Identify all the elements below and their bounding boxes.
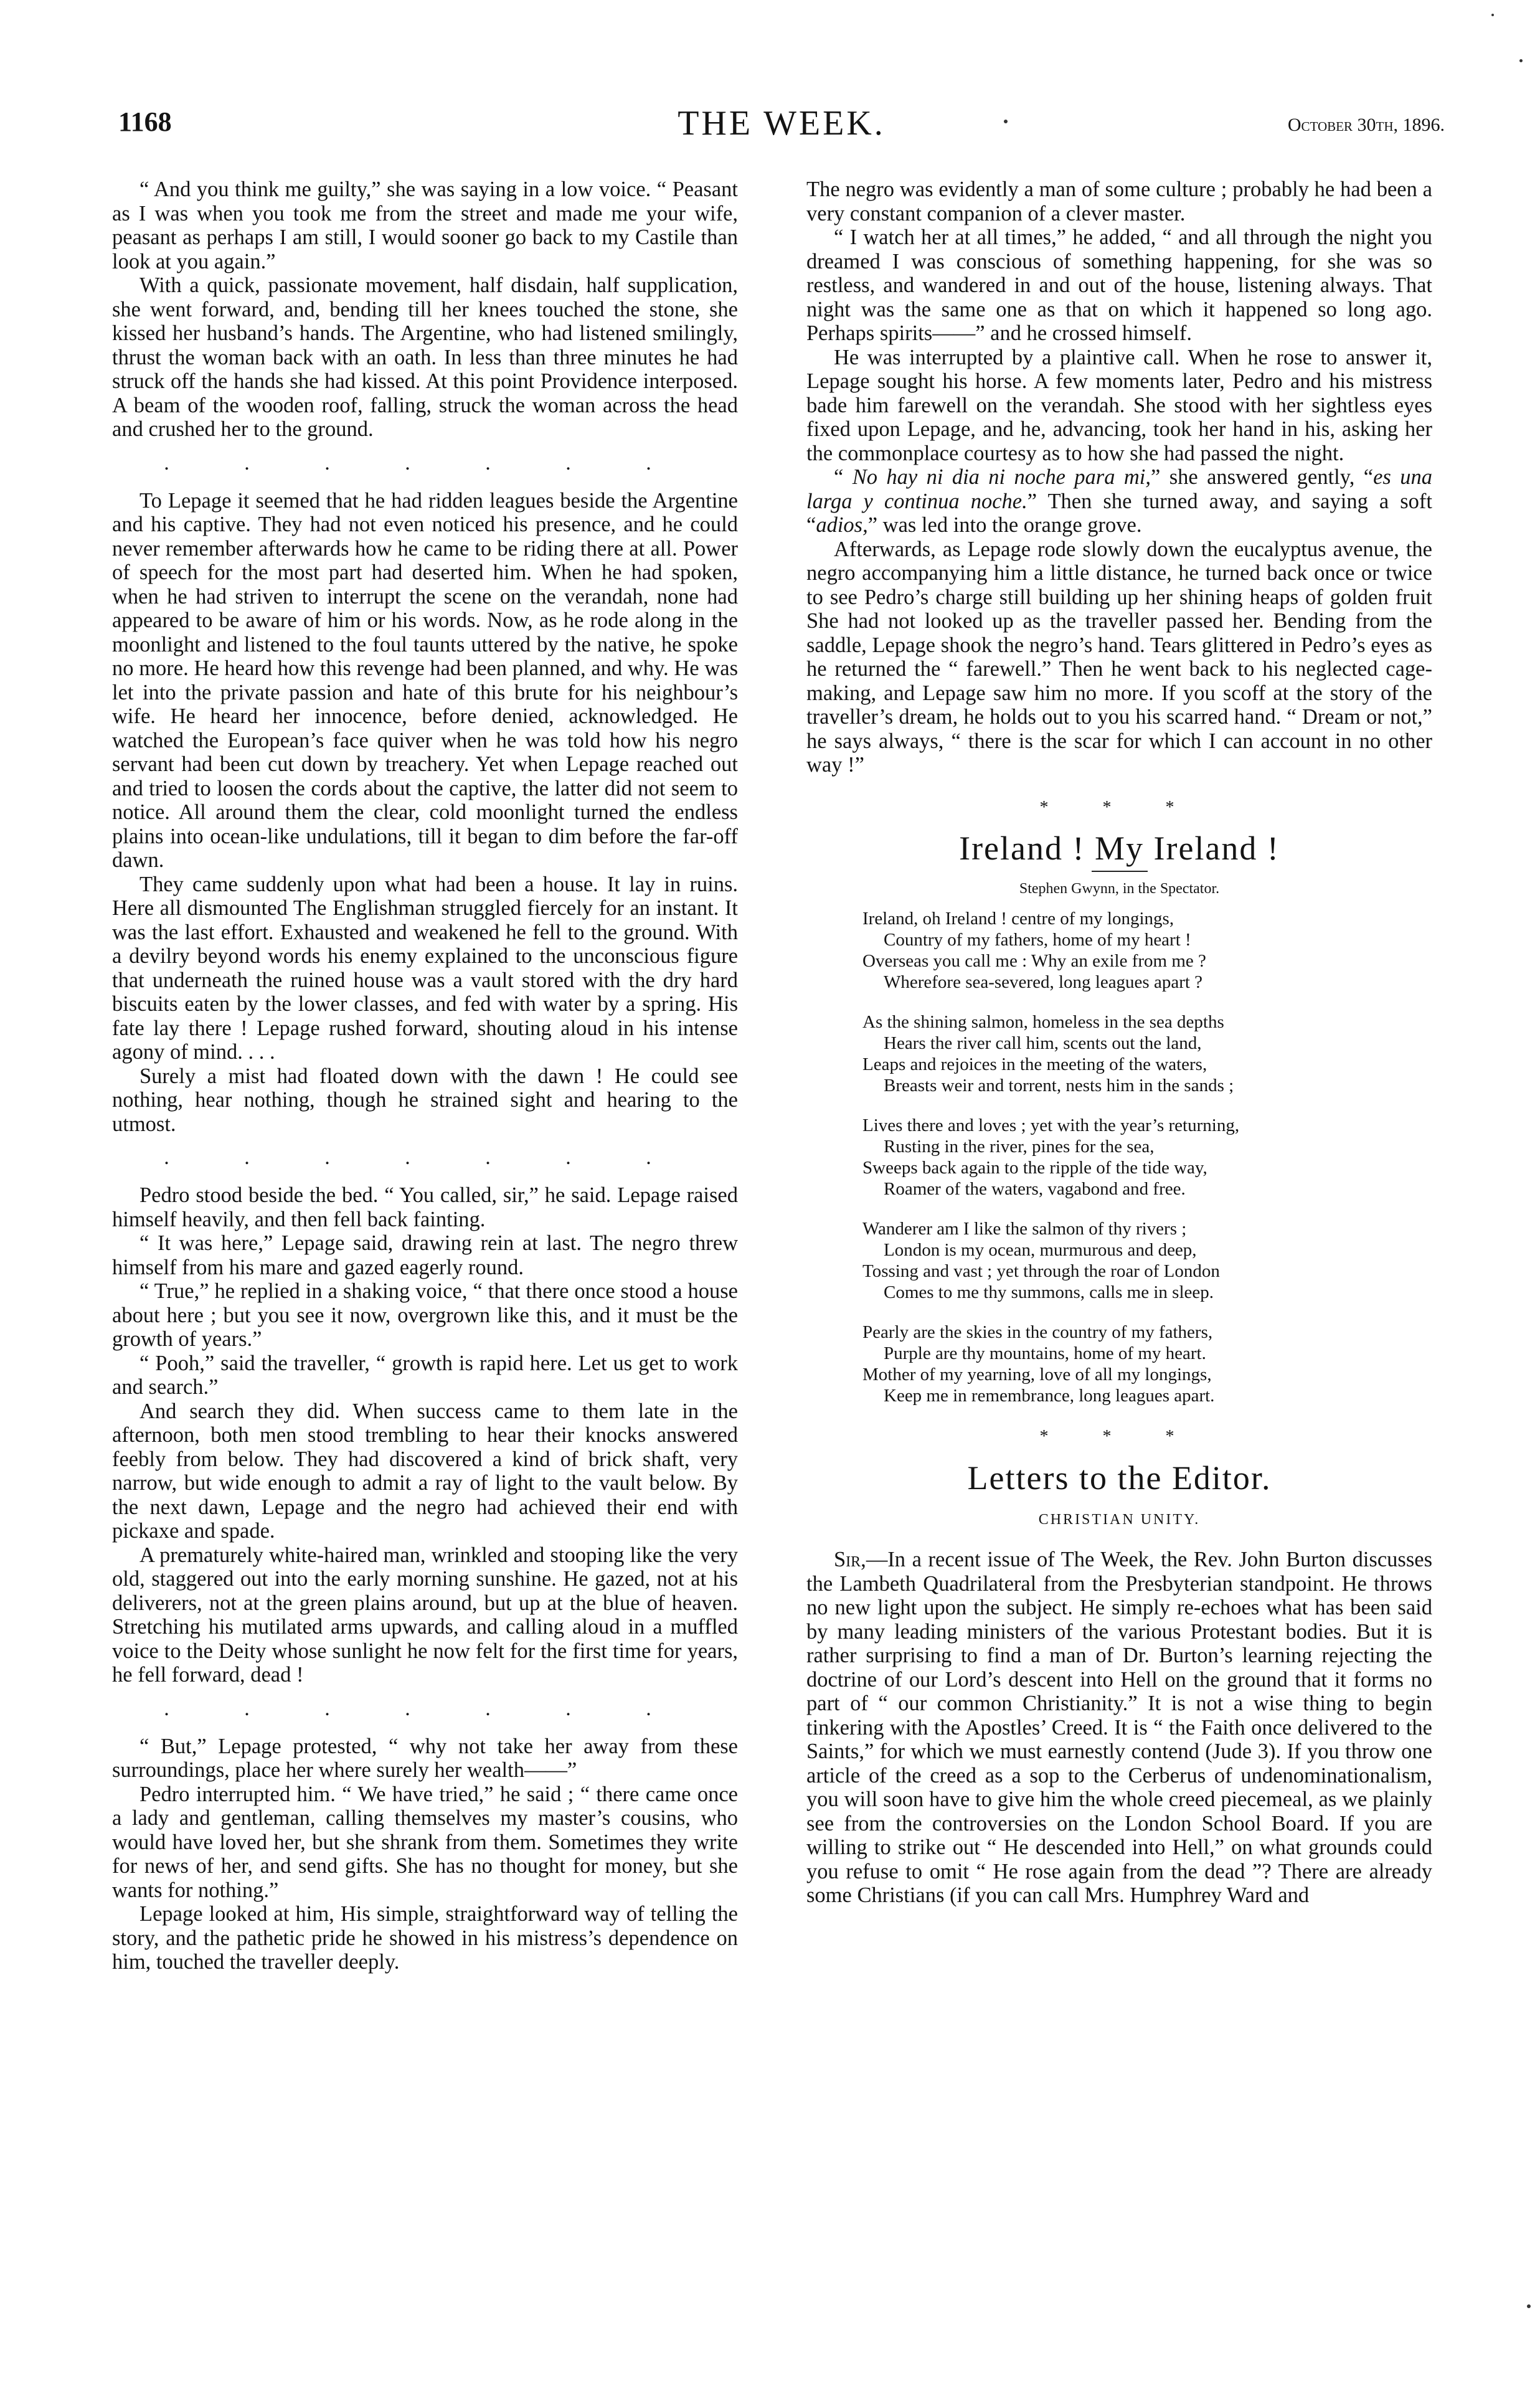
issue-date: October 30th, 1896. <box>1287 115 1445 135</box>
stanza <box>862 1115 1432 1200</box>
poem-line: Lives there and loves ; yet with the year’s returning, <box>862 1115 1240 1135</box>
section-break-stars: * * * <box>1039 1427 1199 1446</box>
paragraph: Afterwards, as Lepage rode slowly down the eucalyptus avenue, the negro accompanying him a little distance, he turned back once or twice to see Pedro’s charge still building up her shining heaps of golden fruit She had not looked up as the traveller passed her. Bending from the saddle, Lepage shook the negro’s hand. Tears glittered in Pedro’s eyes as he returned the “ farewell.” Then he went back to his neglected cage-making, and Lepage saw him no more. If you scoff at the story of the traveller’s dream, he holds out to you his scarred hand. “ Dream or not,” he says always, “ there is the scar for which I can account in no other way !” <box>806 537 1432 777</box>
poem-line: Purple are thy mountains, home of my heart. <box>884 1343 1206 1363</box>
title-rule <box>1092 871 1148 872</box>
poem-line: Hears the river call him, scents out the land, <box>884 1033 1202 1053</box>
poem-line: Roamer of the waters, vagabond and free. <box>884 1179 1186 1199</box>
poem-line: Wherefore sea-severed, long leagues apart ? <box>884 972 1203 992</box>
poem-line: Mother of my yearning, love of all my longings, <box>862 1365 1212 1385</box>
paragraph: They came suddenly upon what had been a house. It lay in ruins. Here all dismounted The Englishman struggled fiercely for an instant. It was the last effort. Exhausted and weakened he fell to the ground. With a devilry beyond words his enemy explained to the unconscious figure that underneath the ruined house was a vault stored with the dry hard biscuits eaten by the lower classes, and fed with water by a spring. His fate lay there ! Lepage rushed forward, shouting aloud in his intense agony of mind. . . . <box>112 872 738 1064</box>
letter-paragraph <box>806 1548 1432 1908</box>
text-run: “ <box>834 465 853 489</box>
paragraph: He was interrupted by a plaintive call. When he rose to answer it, Lepage sought his horse. A few moments later, Pedro and his mistress bade him farewell on the verandah. She stood with her sightless eyes fixed upon Lepage, and he, advancing, took her hand in his, asking her the commonplace courtesy as to how she had passed the night. <box>806 345 1432 465</box>
print-speck <box>1004 120 1008 123</box>
right-column <box>806 178 1432 1908</box>
poem-line: Rusting in the river, pines for the sea, <box>884 1137 1155 1157</box>
paragraph: To Lepage it seemed that he had ridden leagues beside the Argentine and his captive. They had not even noticed his presence, and he could never remember afterwards how he came to be riding there at all. Power of speech for the most part had deserted him. When he had spoken, when he had striven to interrupt the scene on the verandah, none had appeared to be aware of him or his words. Now, as he rode along in the moonlight and listened to the foul taunts uttered by the native, he spoke no more. He heard how this revenge had been planned, and why. He was let into the private passion and hate of this brute for his neighbour’s wife. He heard her innocence, before denied, acknowledged. He watched the European’s face quiver when he was told how his negro servant had been cut down by treachery. Yet when Lepage reached out and tried to loosen the cords about the captive, the latter did not seem to notice. All around them the clear, cold moonlight turned the endless plains into ocean-like undulations, till it began to dim before the far-off dawn. <box>112 488 738 872</box>
paragraph: With a quick, passionate movement, half disdain, half supplication, she went forward, and, bending till her knees touched the stone, she kissed her husband’s hands. The Argentine, who had listened smilingly, thrust the woman back with an oath. In less than three minutes he had struck off the hands she had kissed. At this point Providence interposed. A beam of the wooden roof, falling, struck the woman across the head and crushed her to the ground. <box>112 273 738 441</box>
poem-line: Overseas you call me : Why an exile from me ? <box>862 951 1206 971</box>
section-break-stars: * * * <box>1039 797 1199 817</box>
poem-line: As the shining salmon, homeless in the sea depths <box>862 1012 1224 1032</box>
salutation: Sir, <box>834 1548 866 1571</box>
letter-text: —In a recent issue of The Week, the Rev. John Burton discusses the Lambeth Quadrilateral from the Presbyterian standpoint. He throws no new light upon the subject. He simply re-echoes what has been said by many leading ministers of the various Protestant bodies. But it is rather surprising to find a man of Dr. Burton’s learning rejecting the doctrine of our Lord’s descent into Hell on the ground that it forms no part of “ our common Christianity.” It is not a wise thing to begin tinkering with the Apostles’ Creed. It is “ the Faith once delivered to the Saints,” for which we must earnestly contend (Jude 3). If you throw one article of the creed as a sop to the Cerberus of undenominationalism, you will soon have to give him the whole creed piecemeal, as we plainly see from the controversies on the London School Board. If you are willing to strike out “ He descended into Hell,” on what grounds could you refuse to omit “ He rose again from the dead ”? There are already some Christians (if you can call Mrs. Humphrey Ward and <box>806 1548 1432 1907</box>
running-header <box>118 106 1445 149</box>
stanza <box>862 908 1432 993</box>
poem-line: Breasts weir and torrent, nests him in the sands ; <box>884 1076 1234 1096</box>
print-speck <box>1527 2304 1531 2308</box>
stanza <box>862 1011 1432 1096</box>
paragraph: “ I watch her at all times,” he added, “ and all through the night you dreamed I was conscious of something happening, for she was so restless, and wandered in and out of the house, listening always. That night was the same one as that on which it happened so long ago. Perhaps spirits——” and he crossed himself. <box>806 225 1432 345</box>
letters-heading: Letters to the Editor. <box>967 1459 1272 1497</box>
paragraph: Lepage looked at him, His simple, straightforward way of telling the story, and the pathetic pride he showed in his mistress’s dependence on him, touched the traveller deeply. <box>112 1902 738 1974</box>
spanish-phrase: No hay ni dia ni noche para mi, <box>852 465 1151 489</box>
journal-title: THE WEEK. <box>678 104 886 143</box>
poem-line: Keep me in remembrance, long leagues apart. <box>884 1386 1215 1406</box>
paragraph: Pedro stood beside the bed. “ You called, sir,” he said. Lepage raised himself heavily, and then fell back fainting. <box>112 1183 738 1231</box>
paragraph: The negro was evidently a man of some culture ; probably he had been a very constant companion of a clever master. <box>806 178 1432 225</box>
paragraph: “ But,” Lepage protested, “ why not take her away from these surroundings, place her where surely her wealth——” <box>112 1734 738 1782</box>
spanish-phrase: adios, <box>816 513 868 537</box>
paragraph: “ Pooh,” said the traveller, “ growth is rapid here. Let us get to work and search.” <box>112 1351 738 1399</box>
paragraph: And search they did. When success came to them late in the afternoon, both men stood trembling to hear their knocks answered feebly from below. They had discovered a kind of brick shaft, very narrow, but wide enough to admit a ray of light to the vault below. By the next dawn, Lepage and the negro had achieved their end with pickaxe and spade. <box>112 1399 738 1543</box>
left-column <box>112 178 738 1974</box>
poem-line: Pearly are the skies in the country of my fathers, <box>862 1322 1213 1342</box>
print-speck <box>1519 59 1523 62</box>
poem-title: Ireland ! My Ireland ! <box>959 830 1280 867</box>
text-run: ” Then she turned away, and saying a soft “ <box>806 489 1432 537</box>
paragraph: “ And you think me guilty,” she was saying in a low voice. “ Peasant as I was when you took me from the street and made me your wife, peasant as perhaps I am still, I would sooner go back to my Castile than look at you again.” <box>112 178 738 273</box>
paragraph: “ True,” he replied in a shaking voice, “ that there once stood a house about here ; but you see it now, overgrown like this, and it must be the growth of years.” <box>112 1279 738 1351</box>
text-run: ” was led into the orange grove. <box>867 513 1142 537</box>
letter-subheading: CHRISTIAN UNITY. <box>1038 1511 1201 1528</box>
stanza <box>862 1322 1432 1406</box>
paragraph: A prematurely white-haired man, wrinkled and stooping like the very old, staggered out into the early morning sunshine. He gazed, not at his deliverers, not at the green plains around, but up at the blue of heaven. Stretching his mutilated arms upwards, and calling aloud in a muffled voice to the Deity whose sunlight he now felt for the first time for years, he fell forward, dead ! <box>112 1543 738 1687</box>
section-break: . . . . . . . <box>164 451 686 475</box>
spanish-phrase: es una larga y continua noche. <box>806 465 1432 513</box>
poem-byline: Stephen Gwynn, in the Spectator. <box>1019 881 1220 897</box>
paragraph-spanish-reply <box>806 465 1432 537</box>
text-run: ” she answered gently, “ <box>1151 465 1374 489</box>
poem-line: London is my ocean, murmurous and deep, <box>884 1240 1197 1260</box>
print-speck <box>1491 14 1494 16</box>
poem-line: Comes to me thy summons, calls me in sleep. <box>884 1282 1214 1302</box>
poem-line: Wanderer am I like the salmon of thy rivers ; <box>862 1219 1187 1239</box>
poem-line: Sweeps back again to the ripple of the tide way, <box>862 1158 1207 1178</box>
poem <box>862 908 1432 1406</box>
section-break: . . . . . . . <box>164 1146 686 1169</box>
page-number: 1168 <box>118 107 172 137</box>
poem-line: Country of my fathers, home of my heart ! <box>884 930 1191 950</box>
poem-line: Leaps and rejoices in the meeting of the waters, <box>862 1054 1207 1074</box>
paragraph: Pedro interrupted him. “ We have tried,” he said ; “ there came once a lady and gentleman, calling themselves my master’s cousins, who would have loved her, but she shrank from them. Sometimes they write for news of her, and send gifts. She has no thought for money, but she wants for nothing.” <box>112 1782 738 1902</box>
paragraph: “ It was here,” Lepage said, drawing rein at last. The negro threw himself from his mare and gazed eagerly round. <box>112 1231 738 1279</box>
stanza <box>862 1218 1432 1303</box>
section-break: . . . . . . . <box>164 1697 686 1720</box>
poem-line: Tossing and vast ; yet through the roar of London <box>862 1261 1220 1281</box>
poem-line: Ireland, oh Ireland ! centre of my longings, <box>862 909 1174 929</box>
paragraph: Surely a mist had floated down with the dawn ! He could see nothing, hear nothing, though he strained sight and hearing to the utmost. <box>112 1064 738 1136</box>
